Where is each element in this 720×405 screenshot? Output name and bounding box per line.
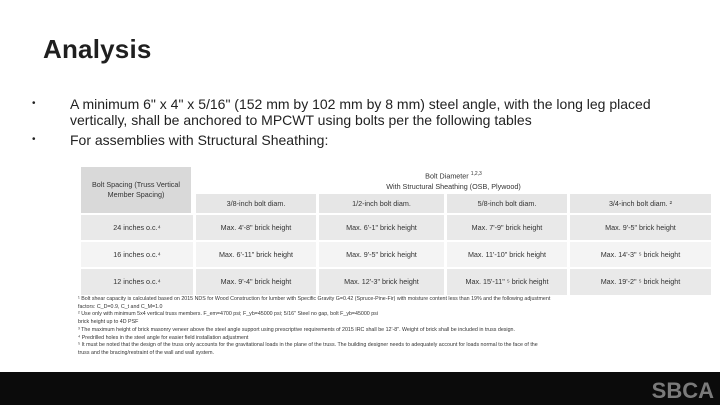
bullet-text: For assemblies with Structural Sheathing: xyxy=(70,132,329,148)
footnote: ² Use only with minimum 5x4 vertical truss members. F_em=4700 psi; F_yb=45000 psi; 5/16" Steel no gap, bolt F_yb=45000 psi xyxy=(78,311,378,318)
table-cell: Max. 9'-4" brick height xyxy=(196,269,316,295)
footnote: ³ The maximum height of brick masonry veneer above the steel angle support using prescriptive requirements of 2015 IRC shall be 12'-8". Weight of brick shall be included in truss design. xyxy=(78,326,515,333)
table-cell: Max. 7'-9" brick height xyxy=(447,215,567,240)
footnote: ¹ Bolt shear capacity is calculated based on 2015 NDS for Wood Construction for lumber with Specific Gravity G=0.42 (Spruce-Pine-Fir) with moisture content less than 19% and the following adjustment xyxy=(78,296,551,302)
table-cell: Max. 12'-3" brick height xyxy=(319,269,444,295)
bolt-diameter-header xyxy=(196,167,711,194)
slide-title: Analysis xyxy=(43,34,152,64)
table-cell: Max. 9'-5" brick height xyxy=(319,242,444,267)
column-header: 3/8-inch bolt diam. xyxy=(196,194,316,213)
bullet-text: A minimum 6" x 4" x 5/16" (152 mm by 102 mm by 8 mm) steel angle, with the long leg placed vertically, shall be anchored to MPCWT using bolts per the following tables xyxy=(70,96,651,128)
footnote: brick height up to 4D PSF xyxy=(78,319,139,326)
sbca-logo: SBCA xyxy=(651,378,714,403)
table-cell: Max. 11'-10" brick height xyxy=(447,242,567,267)
table-cell: Max. 6'-1" brick height xyxy=(319,215,444,240)
bolt-diameter-header-subtitle: With Structural Sheathing (OSB, Plywood) xyxy=(386,181,521,191)
bolt-diameter-header-text: Bolt Diameter xyxy=(425,171,471,181)
table-cell: Max. 6'-11" brick height xyxy=(196,242,316,267)
column-header: 5/8-inch bolt diam. xyxy=(447,194,567,213)
bullet-item xyxy=(30,96,690,128)
footnote: ⁴ Predrilled holes in the steel angle for easier field installation adjustment xyxy=(78,334,249,341)
table-cell: Max. 15'-11" ⁵ brick height xyxy=(447,269,567,295)
row-spacing-label: 16 inches o.c.⁴ xyxy=(81,242,193,267)
bullet-list xyxy=(30,96,690,152)
footnote: factors: C_D=0.9, C_t and C_M=1.0 xyxy=(78,303,163,310)
table-footnotes xyxy=(78,296,678,358)
bullet-item xyxy=(30,132,690,148)
table-cell: Max. 4'-8" brick height xyxy=(196,215,316,240)
footnote: ⁵ It must be noted that the design of the truss only accounts for the gravitational loads in the plane of the truss. The building designer needs to adequately account for loads normal to the face of the xyxy=(78,342,538,349)
table-cell: Max. 9'-5" brick height xyxy=(570,215,711,240)
bullet-icon: • xyxy=(32,134,36,145)
row-spacing-label: 24 inches o.c.⁴ xyxy=(81,215,193,240)
row-spacing-label: 12 inches o.c.⁴ xyxy=(81,269,193,295)
bolt-spacing-header: Bolt Spacing (Truss Vertical Member Spacing) xyxy=(81,167,191,213)
table-cell: Max. 14'-3" ⁵ brick height xyxy=(570,242,711,267)
footer-bar xyxy=(0,372,720,405)
bolt-table xyxy=(81,167,711,297)
table-cell: Max. 19'-2" ⁵ brick height xyxy=(570,269,711,295)
footnote: truss and the bracing/restraint of the wall and wall system. xyxy=(78,349,215,356)
bolt-diameter-header-footnote: 1,2,3 xyxy=(470,171,482,178)
column-header: 1/2-inch bolt diam. xyxy=(319,194,444,213)
bullet-icon: • xyxy=(32,98,36,109)
column-header: 3/4-inch bolt diam. ² xyxy=(570,194,711,213)
